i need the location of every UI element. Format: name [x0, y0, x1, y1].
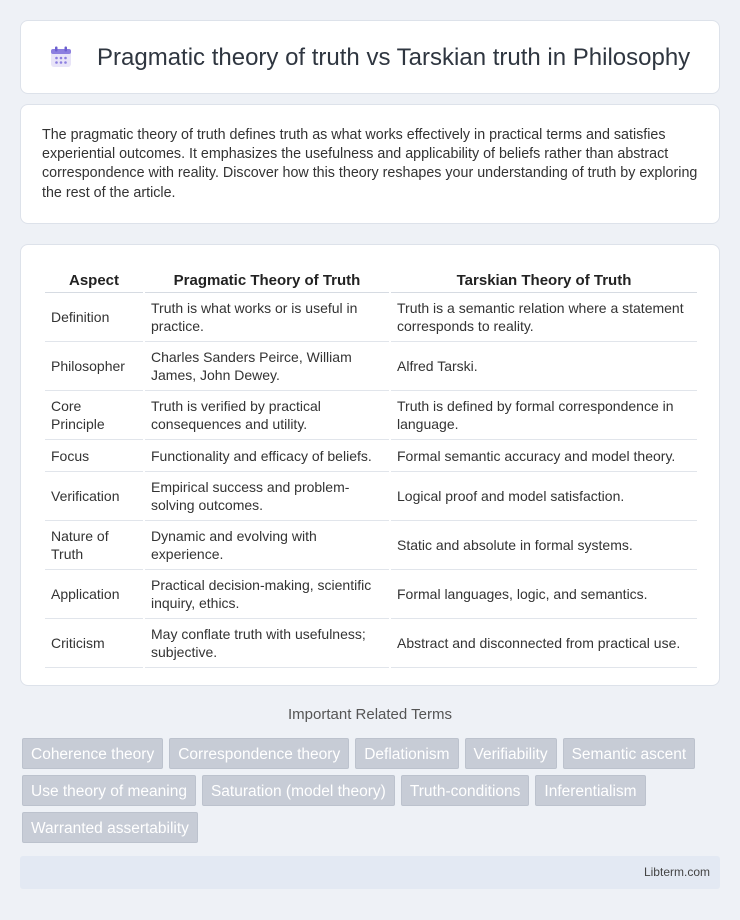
intro-card	[20, 104, 720, 224]
table-cell: Focus	[45, 440, 143, 472]
table-cell: Nature of Truth	[45, 521, 143, 570]
related-term-tag[interactable]: Coherence theory	[22, 738, 163, 769]
table-cell: Practical decision-making, scientific inquiry, ethics.	[145, 570, 389, 619]
table-row	[45, 391, 697, 440]
table-cell: Truth is verified by practical consequences and utility.	[145, 391, 389, 440]
related-term-tag[interactable]: Truth-conditions	[401, 775, 530, 806]
table-row	[45, 440, 697, 472]
table-row	[45, 619, 697, 668]
table-cell: Functionality and efficacy of beliefs.	[145, 440, 389, 472]
related-term-tag[interactable]: Deflationism	[355, 738, 458, 769]
related-term-tag[interactable]: Semantic ascent	[563, 738, 696, 769]
table-cell: Truth is a semantic relation where a statement corresponds to reality.	[391, 293, 697, 342]
related-term-tag[interactable]: Inferentialism	[535, 775, 645, 806]
table-cell: Truth is defined by formal correspondence in language.	[391, 391, 697, 440]
header-pragmatic: Pragmatic Theory of Truth	[145, 265, 389, 293]
table-row	[45, 570, 697, 619]
table-row	[45, 521, 697, 570]
comparison-card	[20, 244, 720, 686]
related-term-tag[interactable]: Use theory of meaning	[22, 775, 196, 806]
page-title: Pragmatic theory of truth vs Tarskian truth in Philosophy	[97, 44, 691, 71]
table-cell: Abstract and disconnected from practical use.	[391, 619, 697, 668]
table-cell: Application	[45, 570, 143, 619]
title-card	[20, 20, 720, 94]
table-cell: Criticism	[45, 619, 143, 668]
table-cell: Truth is what works or is useful in practice.	[145, 293, 389, 342]
table-row	[45, 342, 697, 391]
related-term-tag[interactable]: Correspondence theory	[169, 738, 349, 769]
intro-paragraph: The pragmatic theory of truth defines truth as what works effectively in practical terms and satisfies experiential outcomes. It emphasizes the usefulness and applicability of beliefs rather than abstract correspondence with reality. Discover how this theory reshapes your understanding of truth by exploring the rest of the article.	[42, 127, 698, 201]
table-cell: Verification	[45, 472, 143, 521]
footer-site-link[interactable]: Libterm.com	[643, 865, 710, 879]
table-header-row	[45, 265, 697, 293]
comparison-table	[43, 265, 699, 668]
table-cell: Formal languages, logic, and semantics.	[391, 570, 697, 619]
related-terms-list	[22, 738, 722, 843]
header-aspect: Aspect	[45, 265, 143, 293]
table-cell: May conflate truth with usefulness; subjective.	[145, 619, 389, 668]
table-cell: Philosopher	[45, 342, 143, 391]
header-tarskian: Tarskian Theory of Truth	[391, 265, 697, 293]
table-cell: Alfred Tarski.	[391, 342, 697, 391]
table-cell: Logical proof and model satisfaction.	[391, 472, 697, 521]
table-row	[45, 472, 697, 521]
related-terms-heading: Important Related Terms	[288, 706, 452, 723]
table-cell: Empirical success and problem-solving outcomes.	[145, 472, 389, 521]
calendar-icon	[49, 45, 73, 69]
table-cell: Formal semantic accuracy and model theory.	[391, 440, 697, 472]
table-cell: Dynamic and evolving with experience.	[145, 521, 389, 570]
table-cell: Definition	[45, 293, 143, 342]
related-term-tag[interactable]: Saturation (model theory)	[202, 775, 395, 806]
table-row	[45, 293, 697, 342]
table-cell: Charles Sanders Peirce, William James, John Dewey.	[145, 342, 389, 391]
table-cell: Core Principle	[45, 391, 143, 440]
related-term-tag[interactable]: Verifiability	[465, 738, 557, 769]
footer	[20, 856, 720, 889]
table-cell: Static and absolute in formal systems.	[391, 521, 697, 570]
related-term-tag[interactable]: Warranted assertability	[22, 812, 198, 843]
